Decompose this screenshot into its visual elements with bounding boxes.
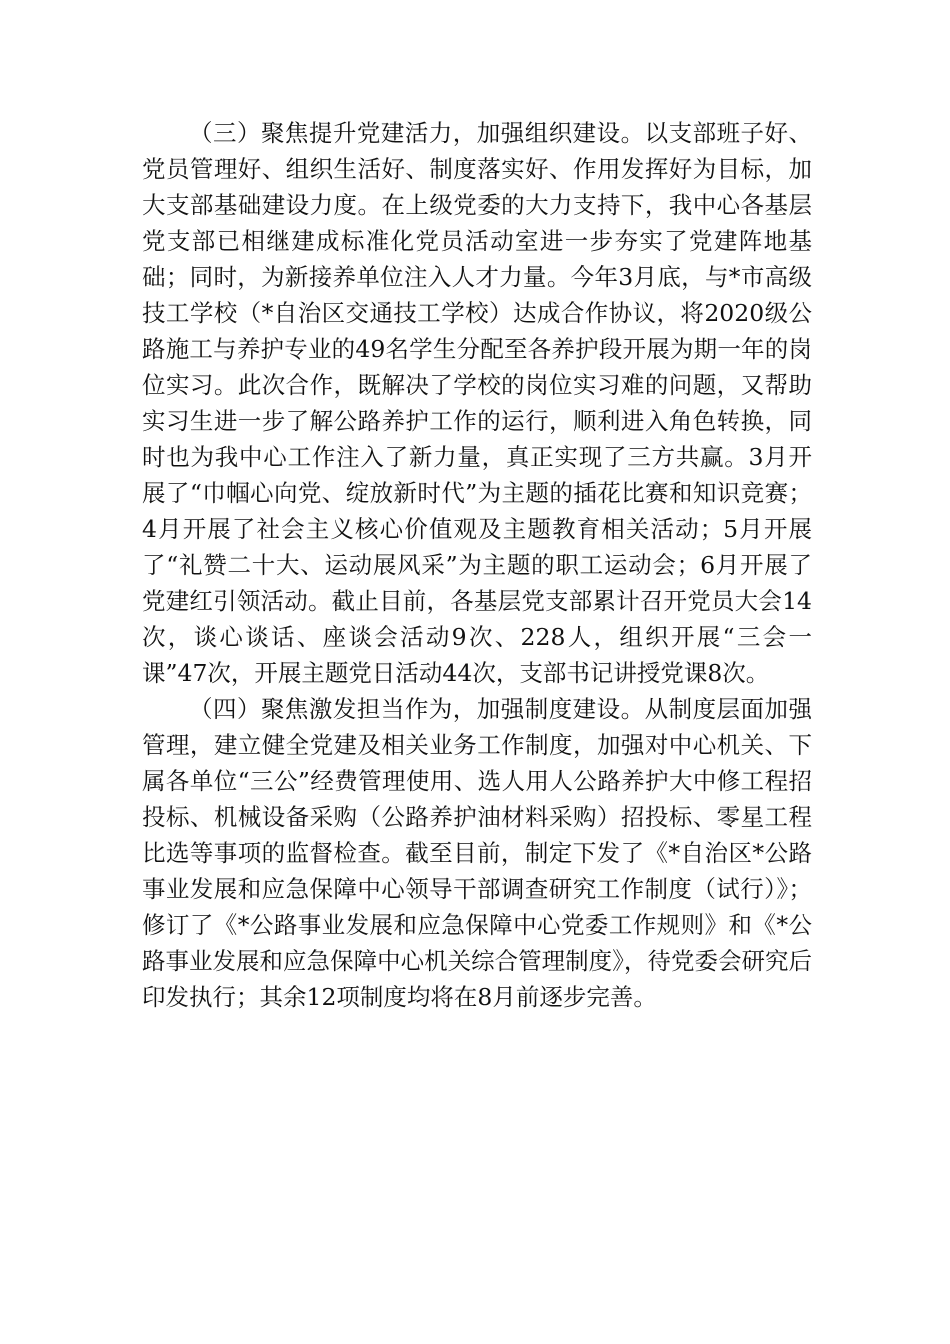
paragraph-system-building: （四）聚焦激发担当作为，加强制度建设。从制度层面加强管理，建立健全党建及相关业务工作制度，加强对中心机关、下属各单位“三公”经费管理使用、选人用人公路养护大中修工程招投标、机械设备采购（公路养护油材料采购）招投标、零星工程比选等事项的监督检查。截至目前，制定下发了《*自治区*公路事业发展和应急保障中心领导干部调查研究工作制度（试行）》；修订了《*公路事业发展和应急保障中心党委工作规则》和《*公路事业发展和应急保障中心机关综合管理制度》，待党委会研究后印发执行；其余12项制度均将在8月前逐步完善。 <box>142 695 812 1011</box>
document-body <box>142 115 812 1015</box>
paragraph-organization-building: （三）聚焦提升党建活力，加强组织建设。以支部班子好、党员管理好、组织生活好、制度落实好、作用发挥好为目标，加大支部基础建设力度。在上级党委的大力支持下，我中心各基层党支部已相继建成标准化党员活动室进一步夯实了党建阵地基础；同时，为新接养单位注入人才力量。今年3月底，与*市高级技工学校（*自治区交通技工学校）达成合作协议，将2020级公路施工与养护专业的49名学生分配至各养护段开展为期一年的岗位实习。此次合作，既解决了学校的岗位实习难的问题，又帮助实习生进一步了解公路养护工作的运行，顺利进入角色转换，同时也为我中心工作注入了新力量，真正实现了三方共赢。3月开展了“巾帼心向党、绽放新时代”为主题的插花比赛和知识竞赛；4月开展了社会主义核心价值观及主题教育相关活动；5月开展了“礼赞二十大、运动展风采”为主题的职工运动会；6月开展了党建红引领活动。截止目前，各基层党支部累计召开党员大会14次，谈心谈话、座谈会活动9次、228人，组织开展“三会一课”47次，开展主题党日活动44次，支部书记讲授党课8次。 <box>142 119 812 687</box>
